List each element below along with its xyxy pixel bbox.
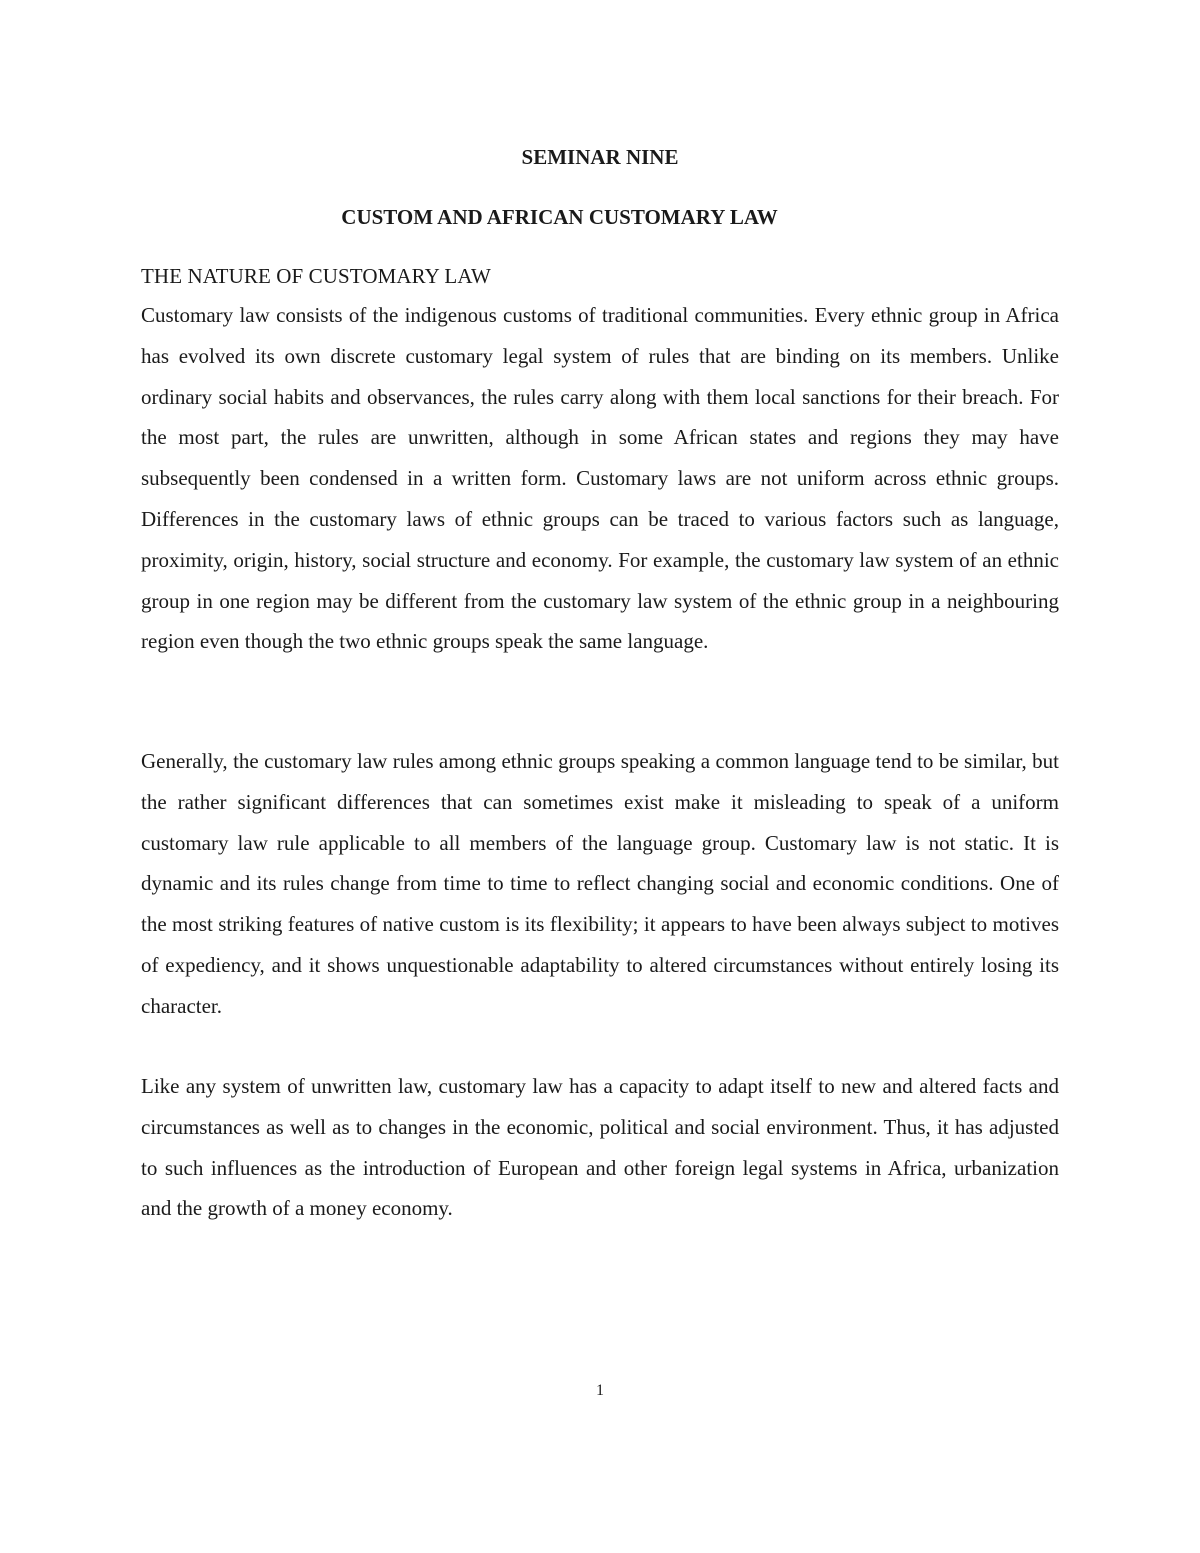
page-number: 1 [596,1382,604,1399]
section-heading: THE NATURE OF CUSTOMARY LAW [141,264,491,288]
document-subtitle: CUSTOM AND AFRICAN CUSTOMARY LAW [341,205,778,229]
paragraph-1: Customary law consists of the indigenous customs of traditional communities. Every ethnic group in Africa has evolved its own discrete customary legal system of rules that are binding on its members. Unlike ordinary social habits and observances, the rules carry along with them local sanctions for their breach. For the most part, the rules are unwritten, although in some African states and regions they may have subsequently been condensed in a written form. Customary laws are not uniform across ethnic groups. Differences in the customary laws of ethnic groups can be traced to various factors such as language, proximity, origin, history, social structure and economy. For example, the customary law system of an ethnic group in one region may be different from the customary law system of the ethnic group in a neighbouring region even though the two ethnic groups speak the same language. [141,303,1059,654]
document-title: SEMINAR NINE [521,145,679,169]
paragraph-3: Like any system of unwritten law, customary law has a capacity to adapt itself to new and altered facts and circumstances as well as to changes in the economic, political and social environment. Thus, it has adjusted to such influences as the introduction of European and other foreign legal systems in Africa, urbanization and the growth of a money economy. [141,1074,1059,1221]
paragraph-2: Generally, the customary law rules among ethnic groups speaking a common language tend to be similar, but the rather significant differences that can sometimes exist make it misleading to speak of a uniform customary law rule applicable to all members of the language group. Customary law is not static. It is dynamic and its rules change from time to time to reflect changing social and economic conditions. One of the most striking features of native custom is its flexibility; it appears to have been always subject to motives of expediency, and it shows unquestionable adaptability to altered circumstances without entirely losing its character. [141,749,1059,1018]
